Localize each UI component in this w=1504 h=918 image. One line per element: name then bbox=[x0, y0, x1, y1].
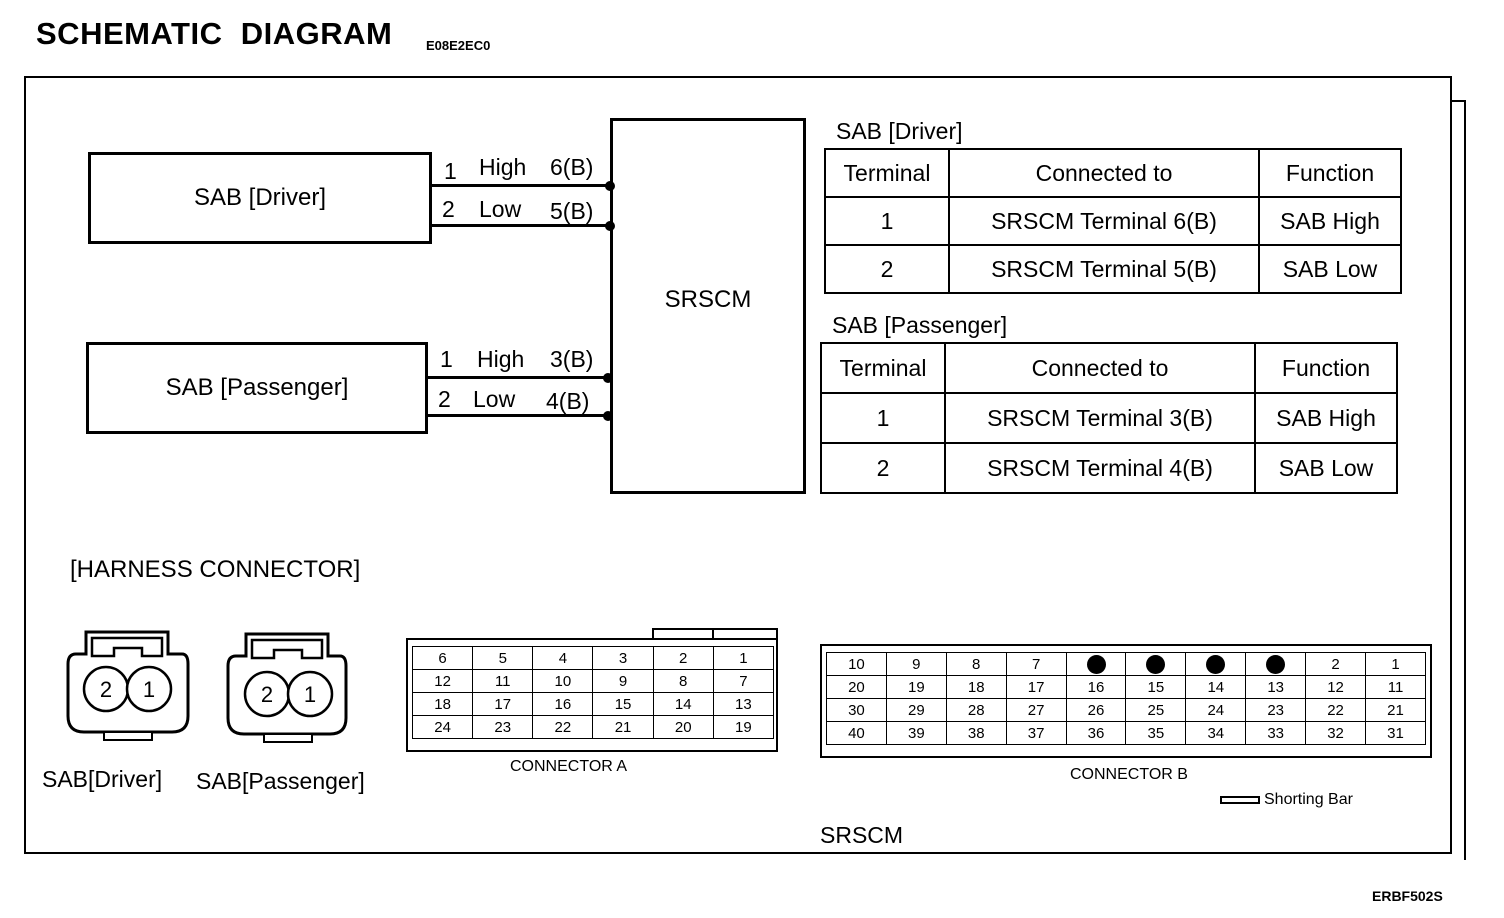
pin-cell: 8 bbox=[946, 653, 1006, 676]
shorting-bar-icon bbox=[1220, 796, 1260, 804]
pin-cell: 34 bbox=[1186, 722, 1246, 745]
table-cell: SAB Low bbox=[1259, 245, 1401, 293]
pin-label: 2 bbox=[260, 682, 274, 707]
pin-cell: 11 bbox=[473, 670, 533, 693]
wire-pin: 2 bbox=[442, 196, 455, 222]
pin-label: 2 bbox=[99, 677, 113, 702]
passenger-terminal-table bbox=[820, 342, 1398, 494]
shorting-bar-pin bbox=[1126, 653, 1186, 676]
pin-cell: 6 bbox=[413, 647, 473, 670]
pin-cell: 16 bbox=[533, 693, 593, 716]
connector-a-latch-divider bbox=[712, 628, 714, 640]
pin-row bbox=[827, 722, 1426, 745]
pin-cell: 2 bbox=[653, 647, 713, 670]
table-header: Connected to bbox=[945, 343, 1255, 393]
table-cell: 2 bbox=[821, 443, 945, 493]
pin-label: 1 bbox=[303, 682, 317, 707]
shorting-bar-pin bbox=[1186, 653, 1246, 676]
wire-signal: High bbox=[477, 346, 525, 372]
wire-pin: 1 bbox=[444, 158, 457, 184]
pin-cell: 14 bbox=[1186, 676, 1246, 699]
pin-cell: 26 bbox=[1066, 699, 1126, 722]
diagram-code: E08E2EC0 bbox=[426, 38, 491, 53]
pin-cell: 18 bbox=[946, 676, 1006, 699]
pin-row bbox=[827, 699, 1426, 722]
shorting-bar-pin bbox=[1246, 653, 1306, 676]
pin-cell: 21 bbox=[593, 716, 653, 739]
pin-cell: 37 bbox=[1006, 722, 1066, 745]
wire-terminal: 5(B) bbox=[550, 198, 594, 224]
pin-cell: 40 bbox=[827, 722, 887, 745]
pin-cell: 30 bbox=[827, 699, 887, 722]
wire-terminal: 6(B) bbox=[550, 154, 594, 180]
connector-b-label: CONNECTOR B bbox=[1070, 766, 1188, 783]
table-cell: SRSCM Terminal 5(B) bbox=[949, 245, 1259, 293]
connector-a-label: CONNECTOR A bbox=[510, 758, 628, 775]
pin-cell: 1 bbox=[713, 647, 773, 670]
pin-row bbox=[827, 653, 1426, 676]
pin-cell: 18 bbox=[413, 693, 473, 716]
pin-cell: 2 bbox=[1306, 653, 1366, 676]
sab-driver-label: SAB [Driver] bbox=[193, 184, 327, 211]
harness-module-label: SRSCM bbox=[820, 822, 904, 848]
pin-cell: 29 bbox=[886, 699, 946, 722]
table-row bbox=[825, 197, 1401, 245]
pin-cell: 9 bbox=[593, 670, 653, 693]
pin-cell: 11 bbox=[1366, 676, 1426, 699]
table-row bbox=[821, 393, 1397, 443]
pin-cell: 35 bbox=[1126, 722, 1186, 745]
pin-cell: 19 bbox=[886, 676, 946, 699]
passenger-table-title: SAB [Passenger] bbox=[832, 312, 1008, 338]
pin-cell: 32 bbox=[1306, 722, 1366, 745]
pin-row bbox=[413, 693, 774, 716]
sab-driver-connector bbox=[64, 624, 192, 744]
sab-driver-box bbox=[88, 152, 432, 244]
figure-code: ERBF502S bbox=[1372, 888, 1443, 904]
pin-cell: 7 bbox=[713, 670, 773, 693]
table-header: Function bbox=[1255, 343, 1397, 393]
pin-cell: 25 bbox=[1126, 699, 1186, 722]
pin-row bbox=[413, 670, 774, 693]
wire-passenger-high bbox=[428, 376, 610, 379]
pin-cell: 3 bbox=[593, 647, 653, 670]
sab-passenger-label: SAB [Passenger] bbox=[165, 374, 349, 401]
table-cell: SRSCM Terminal 4(B) bbox=[945, 443, 1255, 493]
pin-cell: 39 bbox=[886, 722, 946, 745]
pin-cell: 19 bbox=[713, 716, 773, 739]
table-cell: 1 bbox=[821, 393, 945, 443]
sab-passenger-connector-label: SAB[Passenger] bbox=[196, 768, 365, 794]
pin-cell: 9 bbox=[886, 653, 946, 676]
harness-connector-title: [HARNESS CONNECTOR] bbox=[70, 556, 361, 583]
pin-cell: 38 bbox=[946, 722, 1006, 745]
wire-driver-high bbox=[432, 184, 610, 187]
junction-dot bbox=[605, 181, 615, 191]
junction-dot bbox=[605, 221, 615, 231]
table-cell: SRSCM Terminal 3(B) bbox=[945, 393, 1255, 443]
pin-cell: 17 bbox=[473, 693, 533, 716]
junction-dot bbox=[603, 411, 613, 421]
pin-cell: 16 bbox=[1066, 676, 1126, 699]
pin-row bbox=[827, 676, 1426, 699]
pin-cell: 27 bbox=[1006, 699, 1066, 722]
shorting-bar-pin bbox=[1066, 653, 1126, 676]
pin-cell: 14 bbox=[653, 693, 713, 716]
table-cell: SAB Low bbox=[1255, 443, 1397, 493]
table-header: Terminal bbox=[821, 343, 945, 393]
driver-table-title: SAB [Driver] bbox=[836, 118, 963, 144]
pin-cell: 20 bbox=[653, 716, 713, 739]
pin-cell: 28 bbox=[946, 699, 1006, 722]
pin-cell: 20 bbox=[827, 676, 887, 699]
pin-cell: 23 bbox=[1246, 699, 1306, 722]
pin-cell: 23 bbox=[473, 716, 533, 739]
wire-signal: High bbox=[479, 154, 527, 180]
table-cell: SRSCM Terminal 6(B) bbox=[949, 197, 1259, 245]
pin-cell: 17 bbox=[1006, 676, 1066, 699]
wire-pin: 2 bbox=[438, 386, 451, 412]
wire-signal: Low bbox=[479, 196, 522, 222]
pin-row bbox=[413, 647, 774, 670]
pin-cell: 7 bbox=[1006, 653, 1066, 676]
srscm-label: SRSCM bbox=[664, 286, 752, 313]
wire-terminal: 4(B) bbox=[546, 388, 590, 414]
pin-cell: 13 bbox=[1246, 676, 1306, 699]
junction-dot bbox=[603, 373, 613, 383]
srscm-box bbox=[610, 118, 806, 494]
connector-a-pin-grid bbox=[412, 646, 774, 739]
pin-label: 1 bbox=[142, 677, 156, 702]
connector-a-latch bbox=[652, 628, 778, 640]
pin-cell: 4 bbox=[533, 647, 593, 670]
table-row bbox=[825, 245, 1401, 293]
table-header: Terminal bbox=[825, 149, 949, 197]
frame-shadow-edge bbox=[1452, 100, 1466, 860]
sab-passenger-box bbox=[86, 342, 428, 434]
table-cell: 2 bbox=[825, 245, 949, 293]
pin-cell: 15 bbox=[593, 693, 653, 716]
pin-cell: 8 bbox=[653, 670, 713, 693]
pin-cell: 1 bbox=[1366, 653, 1426, 676]
table-cell: SAB High bbox=[1259, 197, 1401, 245]
pin-cell: 33 bbox=[1246, 722, 1306, 745]
pin-cell: 24 bbox=[413, 716, 473, 739]
pin-cell: 10 bbox=[533, 670, 593, 693]
pin-cell: 22 bbox=[533, 716, 593, 739]
pin-cell: 31 bbox=[1366, 722, 1426, 745]
pin-cell: 24 bbox=[1186, 699, 1246, 722]
connector-b-pin-grid bbox=[826, 652, 1426, 745]
pin-cell: 5 bbox=[473, 647, 533, 670]
page-title: SCHEMATIC DIAGRAM bbox=[36, 16, 393, 51]
table-header: Function bbox=[1259, 149, 1401, 197]
sab-passenger-connector bbox=[224, 626, 352, 744]
sab-driver-connector-label: SAB[Driver] bbox=[42, 766, 163, 792]
wire-pin: 1 bbox=[440, 346, 453, 372]
pin-cell: 12 bbox=[413, 670, 473, 693]
driver-terminal-table bbox=[824, 148, 1402, 294]
pin-cell: 10 bbox=[827, 653, 887, 676]
table-cell: SAB High bbox=[1255, 393, 1397, 443]
wire-signal: Low bbox=[473, 386, 516, 412]
pin-cell: 15 bbox=[1126, 676, 1186, 699]
pin-cell: 21 bbox=[1366, 699, 1426, 722]
table-header: Connected to bbox=[949, 149, 1259, 197]
shorting-bar-legend: Shorting Bar bbox=[1264, 791, 1353, 808]
pin-cell: 13 bbox=[713, 693, 773, 716]
table-cell: 1 bbox=[825, 197, 949, 245]
pin-cell: 36 bbox=[1066, 722, 1126, 745]
pin-row bbox=[413, 716, 774, 739]
table-row bbox=[821, 443, 1397, 493]
pin-cell: 22 bbox=[1306, 699, 1366, 722]
wire-terminal: 3(B) bbox=[550, 346, 594, 372]
pin-cell: 12 bbox=[1306, 676, 1366, 699]
